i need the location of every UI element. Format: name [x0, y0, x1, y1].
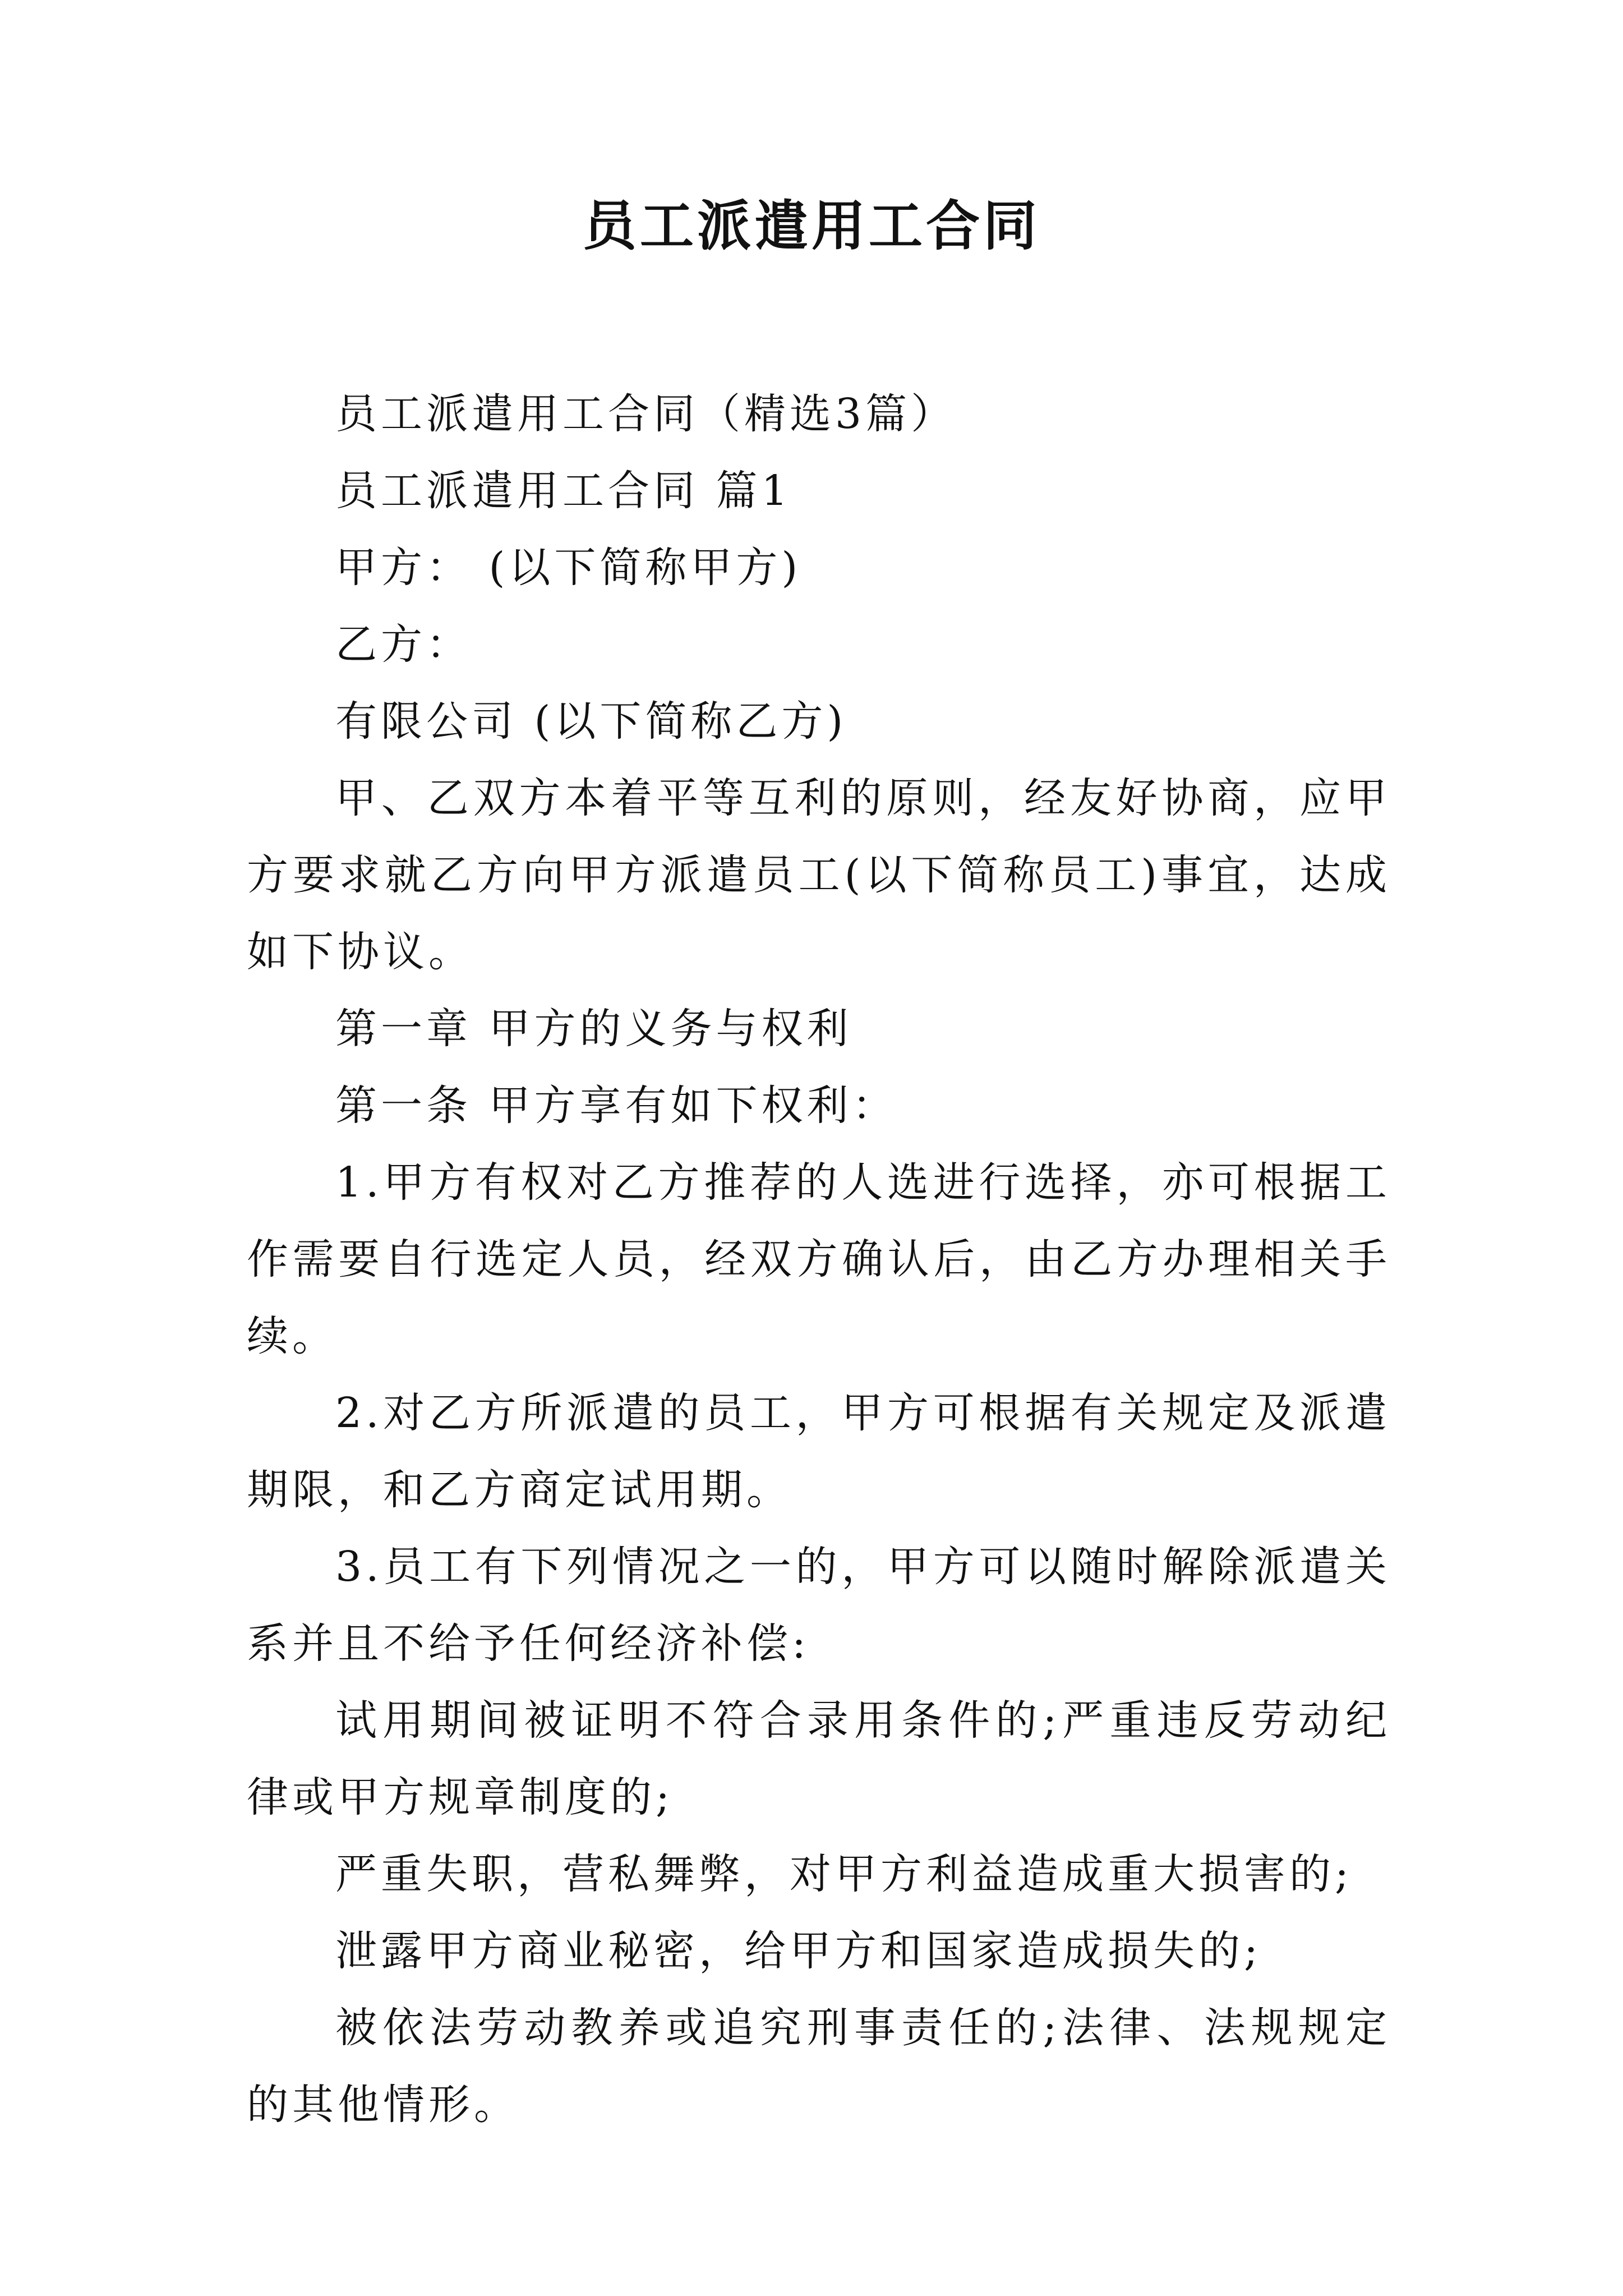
- paragraph-preamble: 甲、乙双方本着平等互利的原则，经友好协商，应甲方要求就乙方向甲方派遣员工(以下简称员工)事宜，达成如下协议。: [247, 774, 1391, 976]
- paragraph-item-3: 3.员工有下列情况之一的，甲方可以随时解除派遣关系并且不给予任何经济补偿:: [247, 1543, 1391, 1668]
- paragraph-article-heading: 第一条 甲方享有如下权利：: [335, 1082, 898, 1130]
- paragraph-party-a: 甲方： (以下简称甲方): [335, 544, 802, 592]
- paragraph-condition-2: 严重失职，营私舞弊，对甲方利益造成重大损害的;: [335, 1850, 1353, 1898]
- paragraph-condition-1: 试用期间被证明不符合录用条件的;严重违反劳动纪律或甲方规章制度的;: [247, 1696, 1391, 1821]
- paragraph-item-2: 2.对乙方所派遣的员工，甲方可根据有关规定及派遣期限，和乙方商定试用期。: [247, 1389, 1391, 1514]
- document-body: [247, 376, 1391, 2143]
- paragraph-subtitle: 员工派遣用工合同（精选3篇）: [335, 390, 957, 438]
- paragraph-item-1: 1.甲方有权对乙方推荐的人选进行选择，亦可根据工作需要自行选定人员，经双方确认后，由乙方办理相关手续。: [247, 1158, 1391, 1360]
- paragraph-chapter-heading: 第一章 甲方的义务与权利: [335, 1005, 852, 1053]
- paragraph-party-b-company: 有限公司 (以下简称乙方): [335, 697, 847, 746]
- paragraph-part-heading: 员工派遣用工合同 篇1: [335, 467, 792, 515]
- paragraph-condition-4: 被依法劳动教养或追究刑事责任的;法律、法规规定的其他情形。: [247, 2004, 1391, 2129]
- paragraph-condition-3: 泄露甲方商业秘密，给甲方和国家造成损失的;: [335, 1927, 1262, 1975]
- document-title: 员工派遣用工合同: [583, 194, 1040, 257]
- paragraph-party-b: 乙方：: [335, 620, 472, 669]
